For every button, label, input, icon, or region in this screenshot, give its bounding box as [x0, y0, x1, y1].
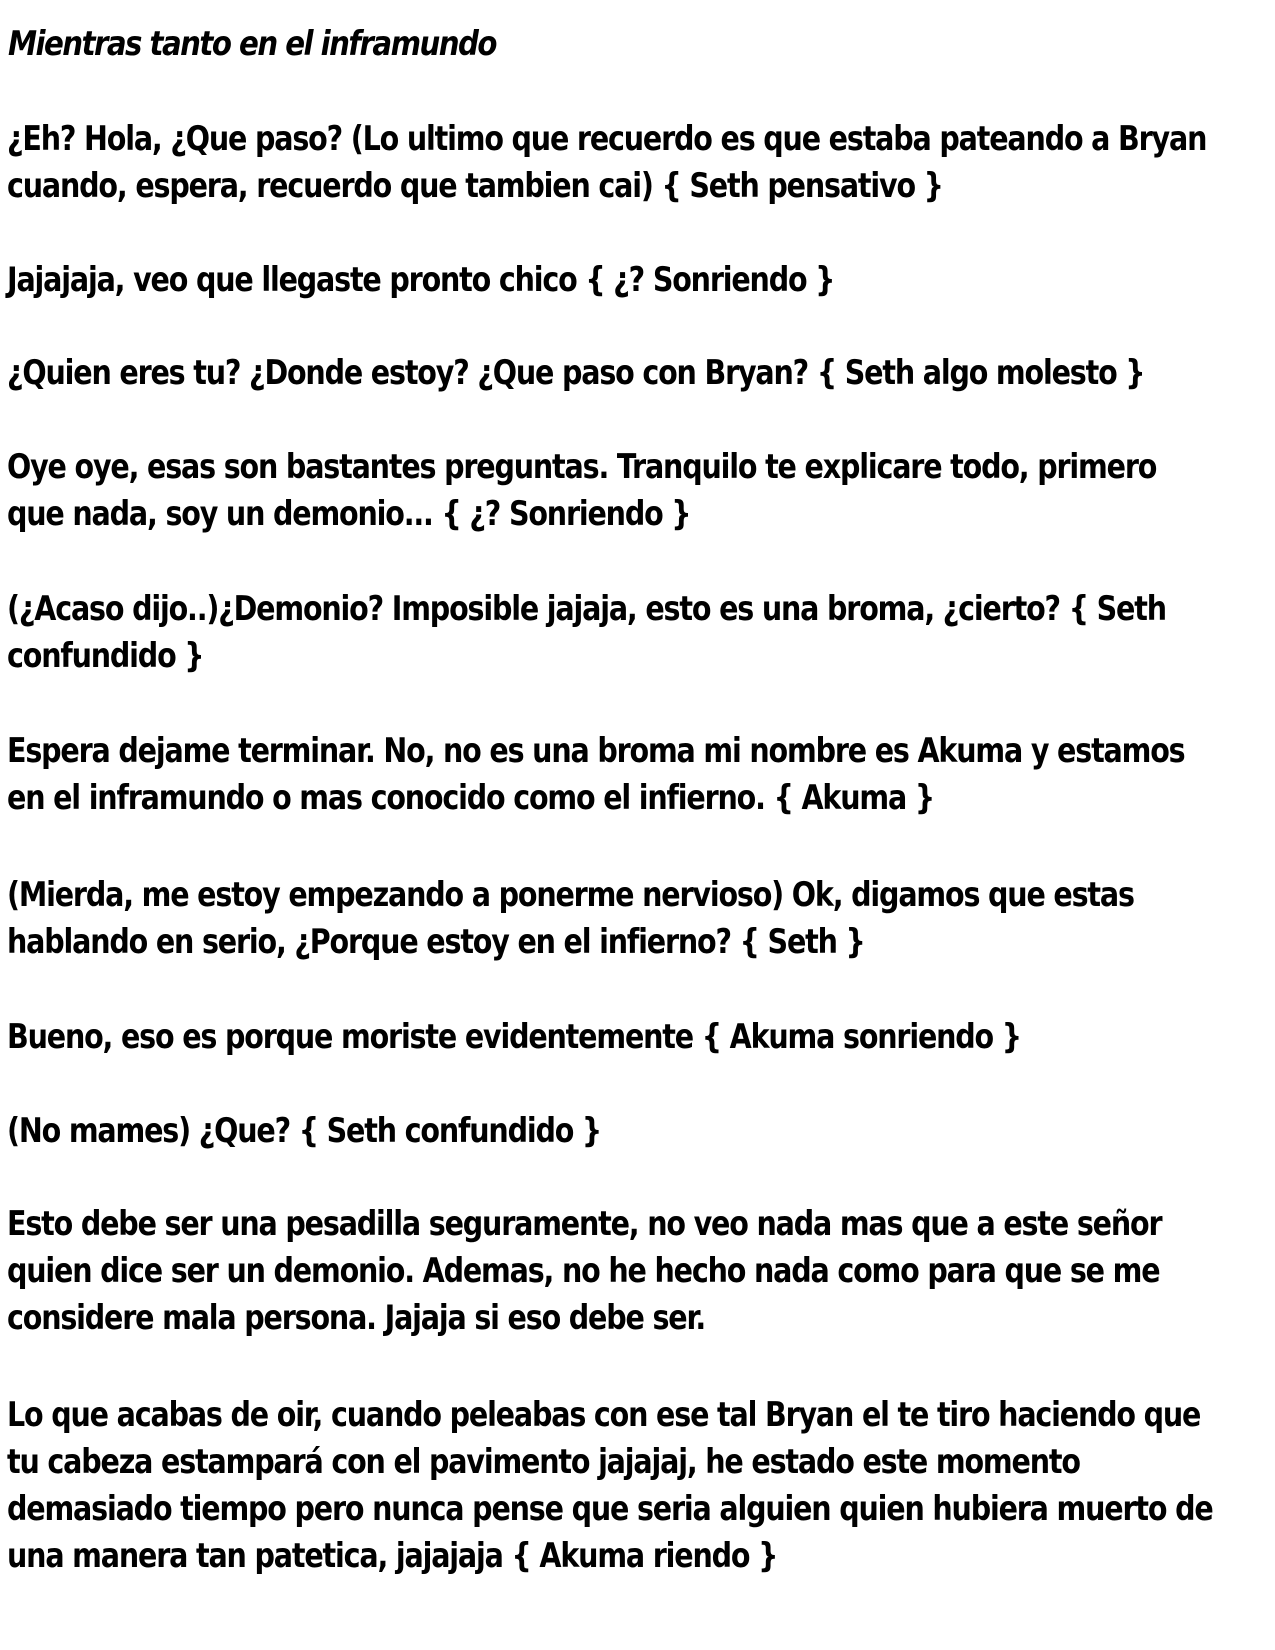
dialogue-paragraph-2: Jajajaja, veo que llegaste pronto chico { ¿? Sonriendo }: [7, 260, 835, 300]
dialogue-paragraph-8: Bueno, eso es porque moriste evidentemente { Akuma sonriendo }: [7, 1017, 1021, 1057]
dialogue-paragraph-9: (No mames) ¿Que? { Seth confundido }: [7, 1111, 602, 1151]
dialogue-paragraph-1: ¿Eh? Hola, ¿Que paso? (Lo ultimo que recuerdo es que estaba pateando a Bryan cuando, espera, recuerdo que tambien cai) { Seth pensativo }: [7, 119, 1207, 206]
dialogue-paragraph-6: Espera dejame terminar. No, no es una broma mi nombre es Akuma y estamos en el inframundo o mas conocido como el infierno. { Akuma }: [7, 731, 1185, 818]
dialogue-paragraph-4: Oye oye, esas son bastantes preguntas. Tranquilo te explicare todo, primero que nada, soy un demonio... { ¿? Sonriendo }: [7, 447, 1157, 534]
chapter-title: Mientras tanto en el inframundo: [8, 24, 496, 64]
dialogue-paragraph-3: ¿Quien eres tu? ¿Donde estoy? ¿Que paso con Bryan? { Seth algo molesto }: [7, 353, 1145, 393]
dialogue-paragraph-7: (Mierda, me estoy empezando a ponerme nervioso) Ok, digamos que estas hablando en serio, ¿Porque estoy en el infierno? { Seth }: [7, 875, 1134, 962]
dialogue-paragraph-11: Lo que acabas de oir, cuando peleabas con ese tal Bryan el te tiro haciendo que tu cabeza estampará con el pavimento jajajaj, he estado este momento demasiado tiempo pero nunca pense que seria alguien quien hubiera muerto de una manera tan patetica, jajajaja { Akuma riendo }: [7, 1395, 1213, 1576]
narration-paragraph: Esto debe ser una pesadilla seguramente, no veo nada mas que a este señor quien dice ser un demonio. Ademas, no he hecho nada como para que se me considere mala persona. Jajaja si eso debe ser.: [7, 1204, 1162, 1338]
dialogue-paragraph-5: (¿Acaso dijo..)¿Demonio? Imposible jajaja, esto es una broma, ¿cierto? { Seth confundido }: [7, 589, 1166, 676]
